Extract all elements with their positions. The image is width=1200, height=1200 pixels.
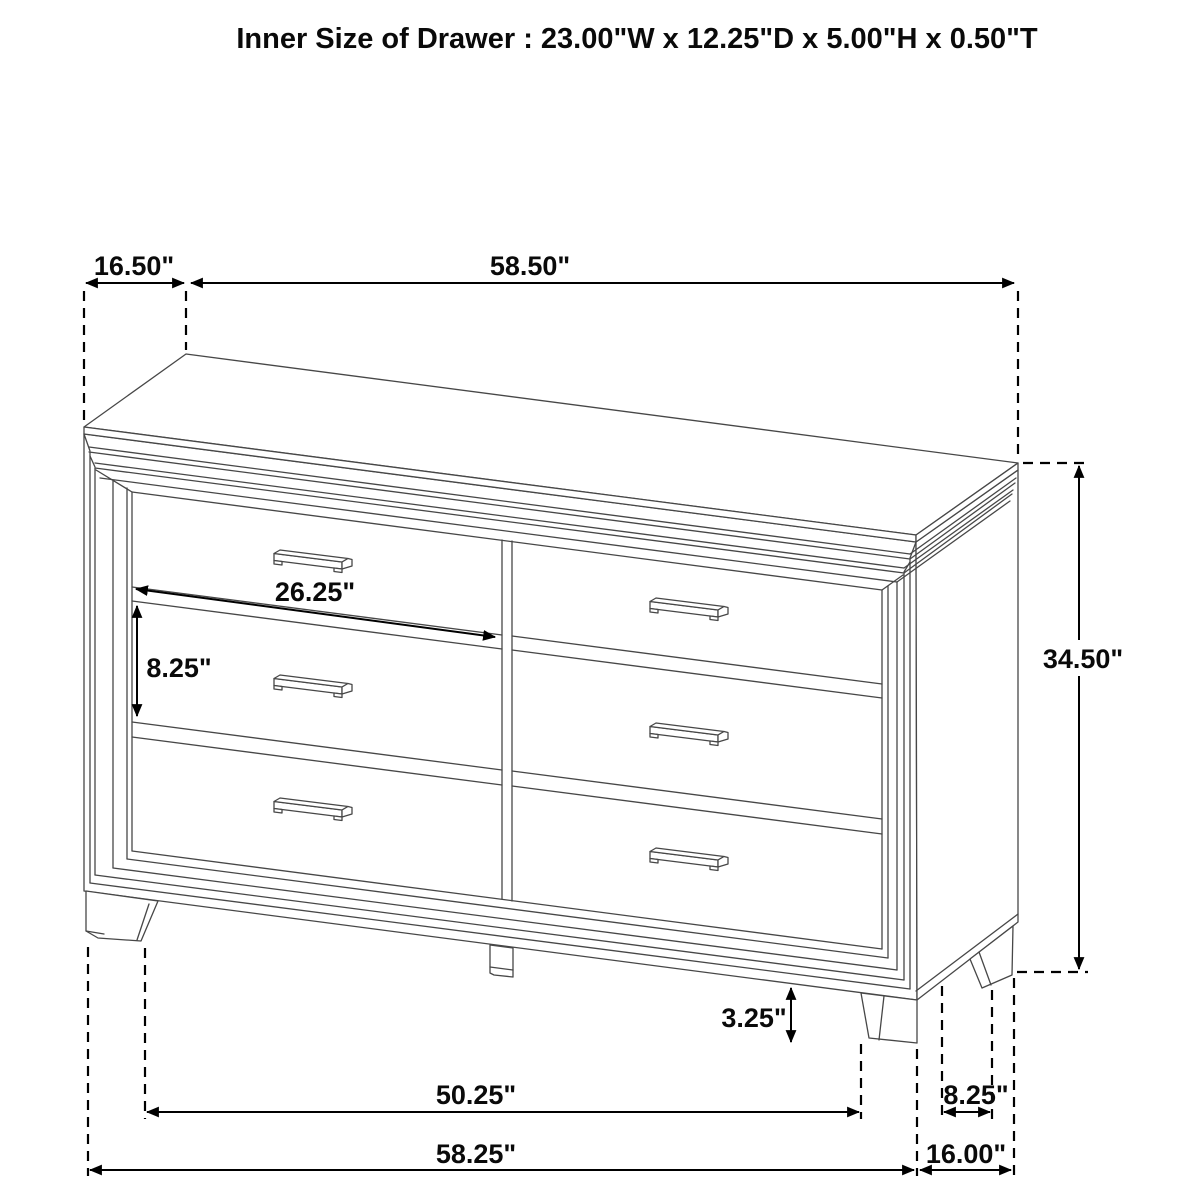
- dim-label-drawer-width: 26.25": [274, 577, 356, 607]
- dim-label-top-width: 58.50": [489, 251, 571, 281]
- side-face: [916, 470, 1018, 1000]
- dim-label-leg-height: 3.25": [721, 1003, 787, 1033]
- dim-label-top-depth: 16.50": [93, 251, 175, 281]
- dim-label-drawer-height: 8.25": [146, 653, 212, 683]
- dim-label-base-depth: 16.00": [925, 1139, 1007, 1169]
- center-leg: [490, 945, 513, 977]
- dresser-drawing: [84, 354, 1018, 1043]
- dim-label-height: 34.50": [1042, 644, 1124, 674]
- diagram-title: Inner Size of Drawer : 23.00"W x 12.25"D x 5.00"H x 0.50"T: [236, 23, 1038, 55]
- front-right-leg: [861, 993, 917, 1043]
- dim-label-back-leg-depth: 8.25": [943, 1080, 1009, 1110]
- dim-label-front-leg-span: 50.25": [435, 1080, 517, 1110]
- dim-label-base-width: 58.25": [435, 1139, 517, 1169]
